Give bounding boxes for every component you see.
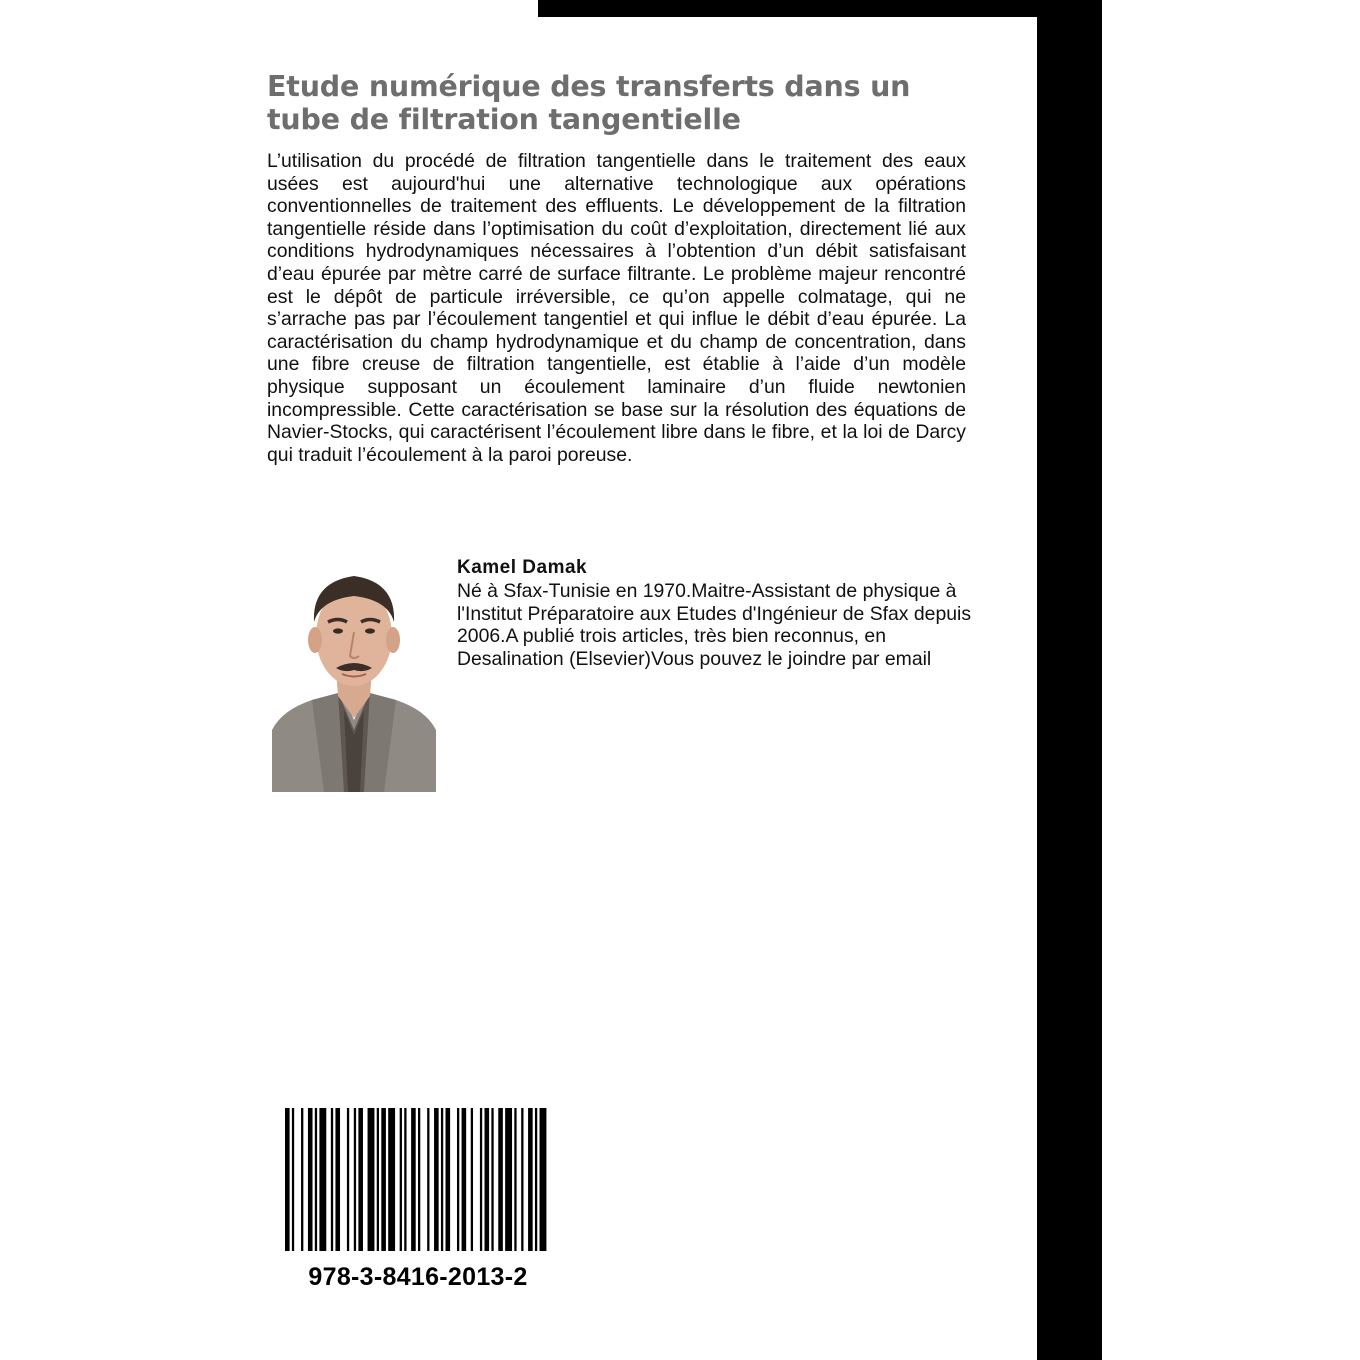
book-description: L’utilisation du procédé de filtration tangentielle dans le traitement des eaux usées est aujourd'hui une alternative technologique aux opérations conventionnelles de traitement des effluents. Le développement de la filtration tangentielle réside dans l’optimisation du coût d’exploitation, directement lié aux conditions hydrodynamiques nécessaires à l’obtention d’un débit satisfaisant d’eau épurée par mètre carré de surface filtrante. Le problème majeur rencontré est le dépôt de particule irréversible, ce qu’on appelle colmatage, qui ne s’arrache pas par l’écoulement tangentiel et qui influe le débit d’eau épurée. La caractérisation du champ hydrodynamique et du champ de concentration, dans une fibre creuse de filtration tangentielle, est établie à l’aide d’un modèle physique supposant un écoulement laminaire d’un fluide newtonien incompressible. Cette caractérisation se base sur la résolution des équations de Navier-Stocks, qui caractérisent l’écoulement libre dans le fibre, et la loi de Darcy qui traduit l’écoulement à la paroi poreuse. [267,150,966,466]
barcode-bar [528,1108,533,1251]
barcode-bar [381,1108,386,1251]
barcode-bar [480,1108,482,1251]
author-photo [272,560,436,792]
barcode-bar [491,1108,493,1251]
barcode-bar [462,1108,467,1251]
barcode-bar [354,1108,356,1251]
top-black-edge [538,0,1038,17]
barcode-bar [418,1108,420,1251]
barcode-bar [368,1108,375,1251]
barcode-bar [411,1108,416,1251]
barcode-bar [514,1108,516,1251]
barcode-bar [457,1108,459,1251]
barcode-bar [540,1108,547,1251]
book-spine-edge [1037,0,1102,1360]
barcode-bar [434,1108,439,1251]
barcode-bar [441,1108,443,1251]
barcode-bar [347,1108,349,1251]
barcode-bar [335,1108,340,1251]
barcode-bar [331,1108,333,1251]
barcode-bar [498,1108,503,1251]
barcode-bar [471,1108,473,1251]
barcode-bar [404,1108,406,1251]
barcode-bar [308,1108,313,1251]
isbn-number: 978-3-8416-2013-2 [308,1263,528,1291]
isbn-barcode [285,1108,551,1251]
barcode-bar [521,1108,523,1251]
barcode-bar [292,1108,294,1251]
barcode-bar [301,1108,303,1251]
barcode-bar [377,1108,379,1251]
barcode-bar [427,1108,429,1251]
barcode-bar [505,1108,512,1251]
barcode-bar [315,1108,317,1251]
barcode-bar [535,1108,537,1251]
barcode-bar [358,1108,363,1251]
barcode-bar [319,1108,326,1251]
book-title: Etude numérique des transferts dans un tube de filtration tangentielle [267,70,911,136]
barcode-bar [485,1108,490,1251]
barcode-bar [400,1108,402,1251]
barcode-bar [388,1108,395,1251]
barcode-bar [285,1108,290,1251]
author-name: Kamel Damak [457,557,588,578]
author-bio: Né à Sfax-Tunisie en 1970.Maitre-Assistant de physique à l'Institut Préparatoire aux Etudes d'Ingénieur de Sfax depuis 2006.A publié trois articles, très bien reconnus, en Desalination (Elsevier)Vous pouvez le joindre par email [457,580,972,670]
barcode-bar [446,1108,451,1251]
